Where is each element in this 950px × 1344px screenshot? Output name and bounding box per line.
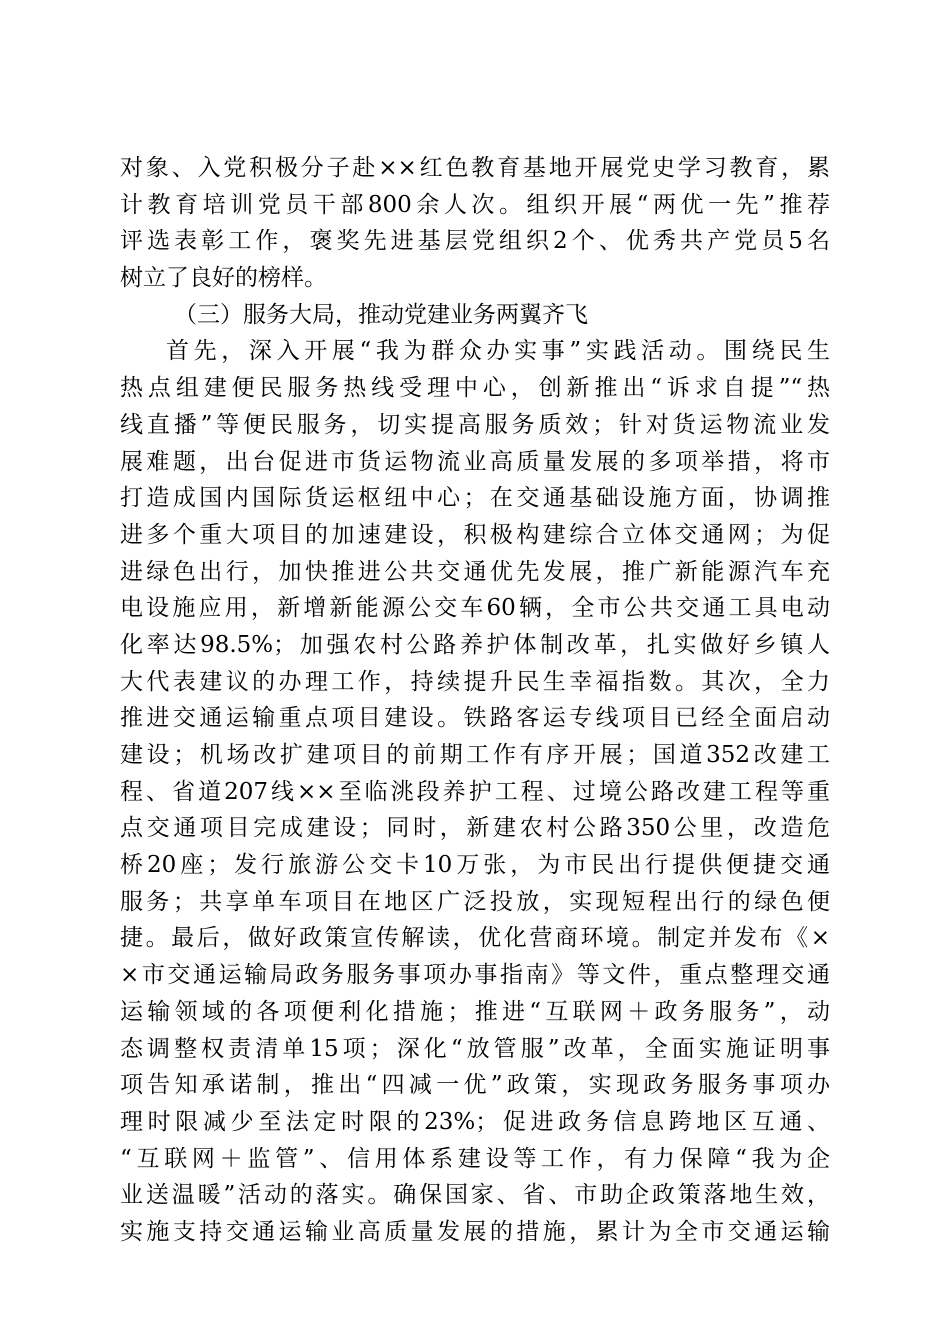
text-line: 评选表彰工作，褒奖先进基层党组织2个、优秀共产党员5名 <box>120 228 830 255</box>
text-line: 桥20座；发行旅游公交卡10万张，为市民出行提供便捷交通 <box>120 852 830 879</box>
text-line: 打造成国内国际货运枢纽中心；在交通基础设施方面，协调推 <box>120 485 830 512</box>
text-line: 展难题，出台促进市货运物流业高质量发展的多项举措，将市 <box>120 448 830 475</box>
text-line: 树立了良好的榜样。 <box>120 265 327 292</box>
text-line: 计教育培训党员干部800余人次。组织开展“两优一先”推荐 <box>120 191 830 218</box>
text-line: 实施支持交通运输业高质量发展的措施，累计为全市交通运输 <box>120 1218 830 1245</box>
text-line: 服务；共享单车项目在地区广泛投放，实现短程出行的绿色便 <box>120 888 830 915</box>
text-line: 态调整权责清单15项；深化“放管服”改革，全面实施证明事 <box>120 1035 830 1062</box>
paragraph-first-line: 首先，深入开展“我为群众办实事”实践活动。围绕民生 <box>166 338 830 365</box>
section-heading: （三）服务大局，推动党建业务两翼齐飞 <box>174 301 588 328</box>
text-line: 项告知承诺制，推出“四减一优”政策，实现政务服务事项办 <box>120 1072 830 1099</box>
body-text <box>120 150 830 1251</box>
text-line: 化率达98.5%；加强农村公路养护体制改革，扎实做好乡镇人 <box>120 631 830 658</box>
text-line: 运输领域的各项便利化措施；推进“互联网＋政务服务”，动 <box>120 998 830 1025</box>
text-line: 点交通项目完成建设；同时，新建农村公路350公里，改造危 <box>120 815 830 842</box>
text-line: 线直播”等便民服务，切实提高服务质效；针对货运物流业发 <box>120 411 830 438</box>
text-line: 业送温暖”活动的落实。确保国家、省、市助企政策落地生效， <box>120 1182 830 1209</box>
text-line: 电设施应用，新增新能源公交车60辆，全市公共交通工具电动 <box>120 595 830 622</box>
text-line: 大代表建议的办理工作，持续提升民生幸福指数。其次，全力 <box>120 668 830 695</box>
text-line: 进多个重大项目的加速建设，积极构建综合立体交通网；为促 <box>120 521 830 548</box>
text-line: ×市交通运输局政务服务事项办事指南》等文件，重点整理交通 <box>120 962 830 989</box>
text-line: 建设；机场改扩建项目的前期工作有序开展；国道352改建工 <box>120 742 830 768</box>
text-line: 推进交通运输重点项目建设。铁路客运专线项目已经全面启动 <box>120 705 830 732</box>
text-line: “互联网＋监管”、信用体系建设等工作，有力保障“我为企 <box>120 1145 830 1172</box>
text-line: 捷。最后，做好政策宣传解读，优化营商环境。制定并发布《× <box>120 925 830 952</box>
text-line: 对象、入党积极分子赴××红色教育基地开展党史学习教育，累 <box>120 155 830 181</box>
text-line: 理时限减少至法定时限的23%；促进政务信息跨地区互通、 <box>120 1108 830 1135</box>
text-line: 热点组建便民服务热线受理中心，创新推出“诉求自提”“热 <box>120 375 830 402</box>
text-line: 进绿色出行，加快推进公共交通优先发展，推广新能源汽车充 <box>120 558 830 585</box>
text-line: 程、省道207线××至临洮段养护工程、过境公路改建工程等重 <box>120 778 830 805</box>
